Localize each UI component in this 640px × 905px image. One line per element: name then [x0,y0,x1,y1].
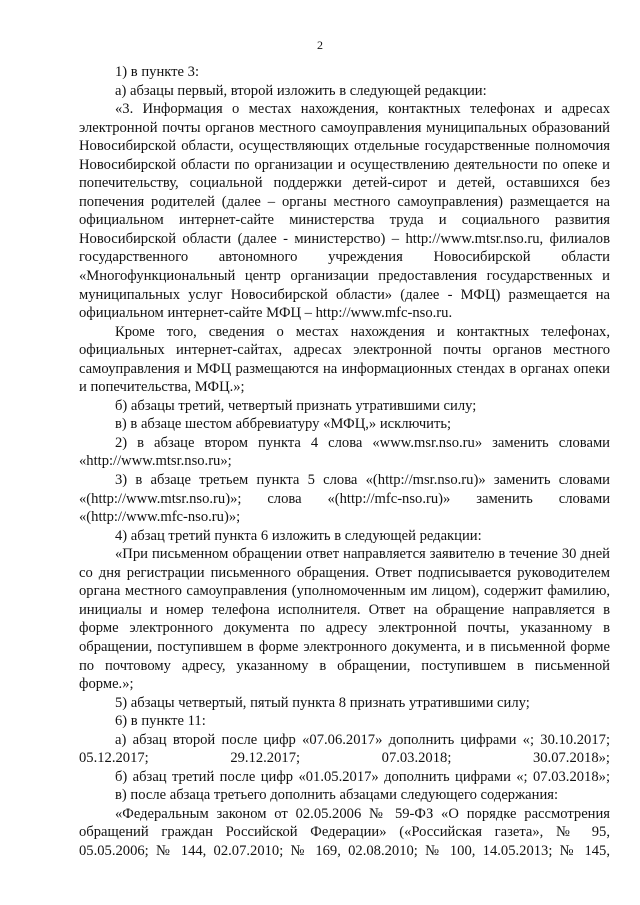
paragraph-amendment-1a: а) абзацы первый, второй изложить в следующей редакции: [115,82,487,99]
document-body [79,63,610,861]
paragraph-amendment-1v: в) в абзаце шестом аббревиатуру «МФЦ,» исключить; [115,416,452,433]
paragraph-amendment-5: 5) абзацы четвертый, пятый пункта 8 признать утратившими силу; [115,694,530,711]
paragraph-quote-item-3: «3. Информация о местах нахождения, контактных телефонах и адресах электронной почты органов местного самоуправления муниципальных образований Новосибирской области, осуществляющих отдельные государственные полномочия Новосибирской области по организации и осуществлению деятельности по опеке и попечительству, социальной поддержки детей-сирот и детей, оставшихся без попечения родителей (далее – органы местного самоуправления) размещается на официальном интернет-сайте министерства труда и социального развития Новосибирской области (далее - министерство) – http://www.mtsr.nso.ru, филиалов государственного автономного учреждения Новосибирской области «Многофункциональный центр организации предоставления государственных и муниципальных услуг Новосибирской области» (далее - МФЦ) размещается на официальном интернет-сайте МФЦ – http://www.mfc-nso.ru. [79,101,610,322]
paragraph-amendment-3: 3) в абзаце третьем пункта 5 слова «(http://msr.nso.ru)» заменить словами «(http://www.mtsr.nso.ru)»; слова «(http://mfc-nso.ru)» заменить словами «(http://www.mfc-nso.ru)»; [79,472,610,526]
paragraph-amendment-1b: б) абзацы третий, четвертый признать утратившими силу; [115,397,477,414]
paragraph-amendment-6a: а) абзац второй после цифр «07.06.2017» дополнить цифрами «; 30.10.2017; 05.12.2017; 29.12.2017; 07.03.2018; 30.07.2018»; [79,731,610,767]
paragraph-amendment-4: 4) абзац третий пункта 6 изложить в следующей редакции: [115,527,482,544]
paragraph-amendment-2: 2) в абзаце втором пункта 4 слова «www.msr.nso.ru» заменить словами «http://www.mtsr.nso.ru»; [79,434,610,470]
paragraph-amendment-6: 6) в пункте 11: [115,713,206,730]
page-number: 2 [317,38,323,52]
paragraph-quote-written-appeal: «При письменном обращении ответ направляется заявителю в течение 30 дней со дня регистрации письменного обращения. Ответ подписывается руководителем органа местного самоуправления (уполномоченным им лицом), содержит фамилию, инициалы и номер телефона исполнителя. Ответ на обращение направляется в форме электронного документа по адресу электронной почты, указанному в обращении, поступившем в форме электронного документа, и в письменной форме по почтовому адресу, указанному в обращении, поступившем в письменной форме.»; [79,546,610,693]
paragraph-amendment-6b: б) абзац третий после цифр «01.05.2017» дополнить цифрами «; 07.03.2018»; [115,768,610,785]
paragraph-quote-stands: Кроме того, сведения о местах нахождения и контактных телефонах, официальных интернет-сайтах, адресах электронной почты органов местного самоуправления и МФЦ размещаются на информационных стендах в органах опеки и попечительства, МФЦ.»; [79,323,610,396]
paragraph-amendment-1: 1) в пункте 3: [115,64,200,80]
paragraph-amendment-6v: в) после абзаца третьего дополнить абзацами следующего содержания: [115,787,559,804]
paragraph-quote-federal-law: «Федеральным законом от 02.05.2006 № 59-ФЗ «О порядке рассмотрения обращений граждан Российской Федерации» («Российская газета», № 95, 05.05.2006; № 144, 02.07.2010; № 169, 02.08.2010; № 100, 14.05.2013; № 145, [79,805,610,859]
